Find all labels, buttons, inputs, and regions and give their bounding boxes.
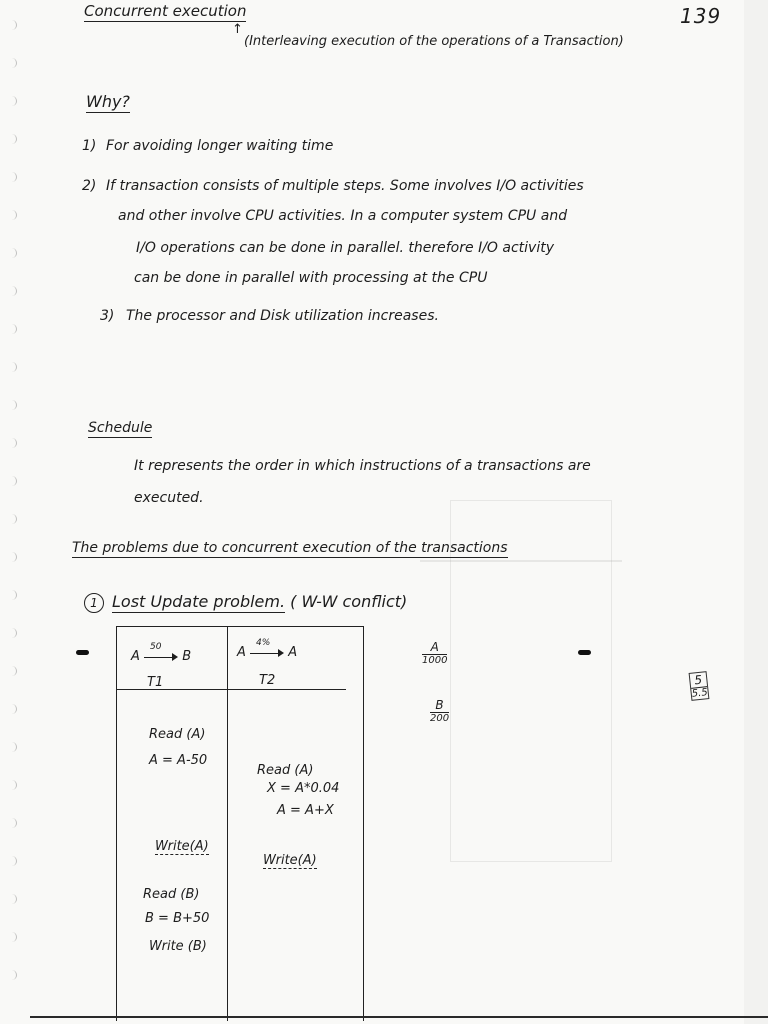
table-column-divider	[227, 627, 228, 1021]
heading-note-arrow: ↑	[232, 22, 243, 37]
why-item-2-line-3: I/O operations can be done in parallel. therefore I/O activity	[136, 240, 554, 256]
transaction-table	[116, 626, 364, 1021]
heading-note: (Interleaving execution of the operations of a Transaction)	[244, 34, 624, 49]
problem-1-label: Lost Update problem.	[112, 592, 286, 611]
t1-op-read-a: Read (A)	[149, 727, 206, 742]
why-heading: Why?	[86, 92, 130, 111]
page-number: 139	[680, 4, 722, 28]
t1-header: A 50 B	[131, 641, 192, 664]
t1-op-compute-a: A = A-50	[149, 753, 208, 768]
t2-name: T2	[259, 673, 276, 688]
why-item-1-num: 1)	[82, 138, 97, 154]
t2-arrow: 4%	[250, 648, 284, 658]
problems-heading: The problems due to concurrent execution of the transactions	[72, 540, 508, 556]
why-item-2-line-1: If transaction consists of multiple steps. Some involves I/O activities	[106, 178, 584, 194]
schedule-line-2: executed.	[134, 490, 204, 506]
t1-op-write-b: Write (B)	[149, 939, 207, 954]
t2-op-compute-a: A = A+X	[277, 803, 334, 818]
scan-bottom-edge	[30, 1016, 768, 1018]
hole-punch-mark-left	[76, 650, 89, 655]
schedule-line-1: It represents the order in which instructions of a transactions are	[134, 458, 591, 474]
why-item-2-num: 2)	[82, 178, 97, 194]
bleed-through-rule	[420, 560, 622, 562]
t2-op-compute-x: X = A*0.04	[267, 781, 340, 796]
t1-name: T1	[147, 675, 164, 690]
why-item-2-line-2: and other involve CPU activities. In a computer system CPU and	[118, 208, 568, 224]
why-item-3-num: 3)	[100, 308, 115, 324]
value-b: B 200	[430, 698, 450, 724]
t2-op-write-a: Write(A)	[263, 853, 317, 868]
problem-1-row	[84, 592, 407, 613]
t1-op-compute-b: B = B+50	[145, 911, 210, 926]
page-heading: Concurrent execution	[84, 2, 247, 20]
why-item-2-line-4: can be done in parallel with processing at the CPU	[134, 270, 488, 286]
t2-header: A 4% A	[237, 637, 298, 660]
t1-arrow: 50	[144, 652, 178, 662]
why-item-1-text: For avoiding longer waiting time	[106, 138, 334, 154]
value-a: A 1000	[422, 640, 448, 666]
hole-punch-mark-right	[578, 650, 591, 655]
schedule-heading: Schedule	[88, 420, 153, 436]
side-margin-note: 5 5.5	[689, 671, 710, 701]
problem-1-number: 1	[84, 593, 104, 613]
problem-1-conflict: ( W-W conflict)	[290, 592, 408, 611]
t1-op-write-a: Write(A)	[155, 839, 209, 854]
t1-op-read-b: Read (B)	[143, 887, 200, 902]
t2-op-read-a: Read (A)	[257, 763, 314, 778]
why-item-3-text: The processor and Disk utilization increases.	[126, 308, 439, 324]
